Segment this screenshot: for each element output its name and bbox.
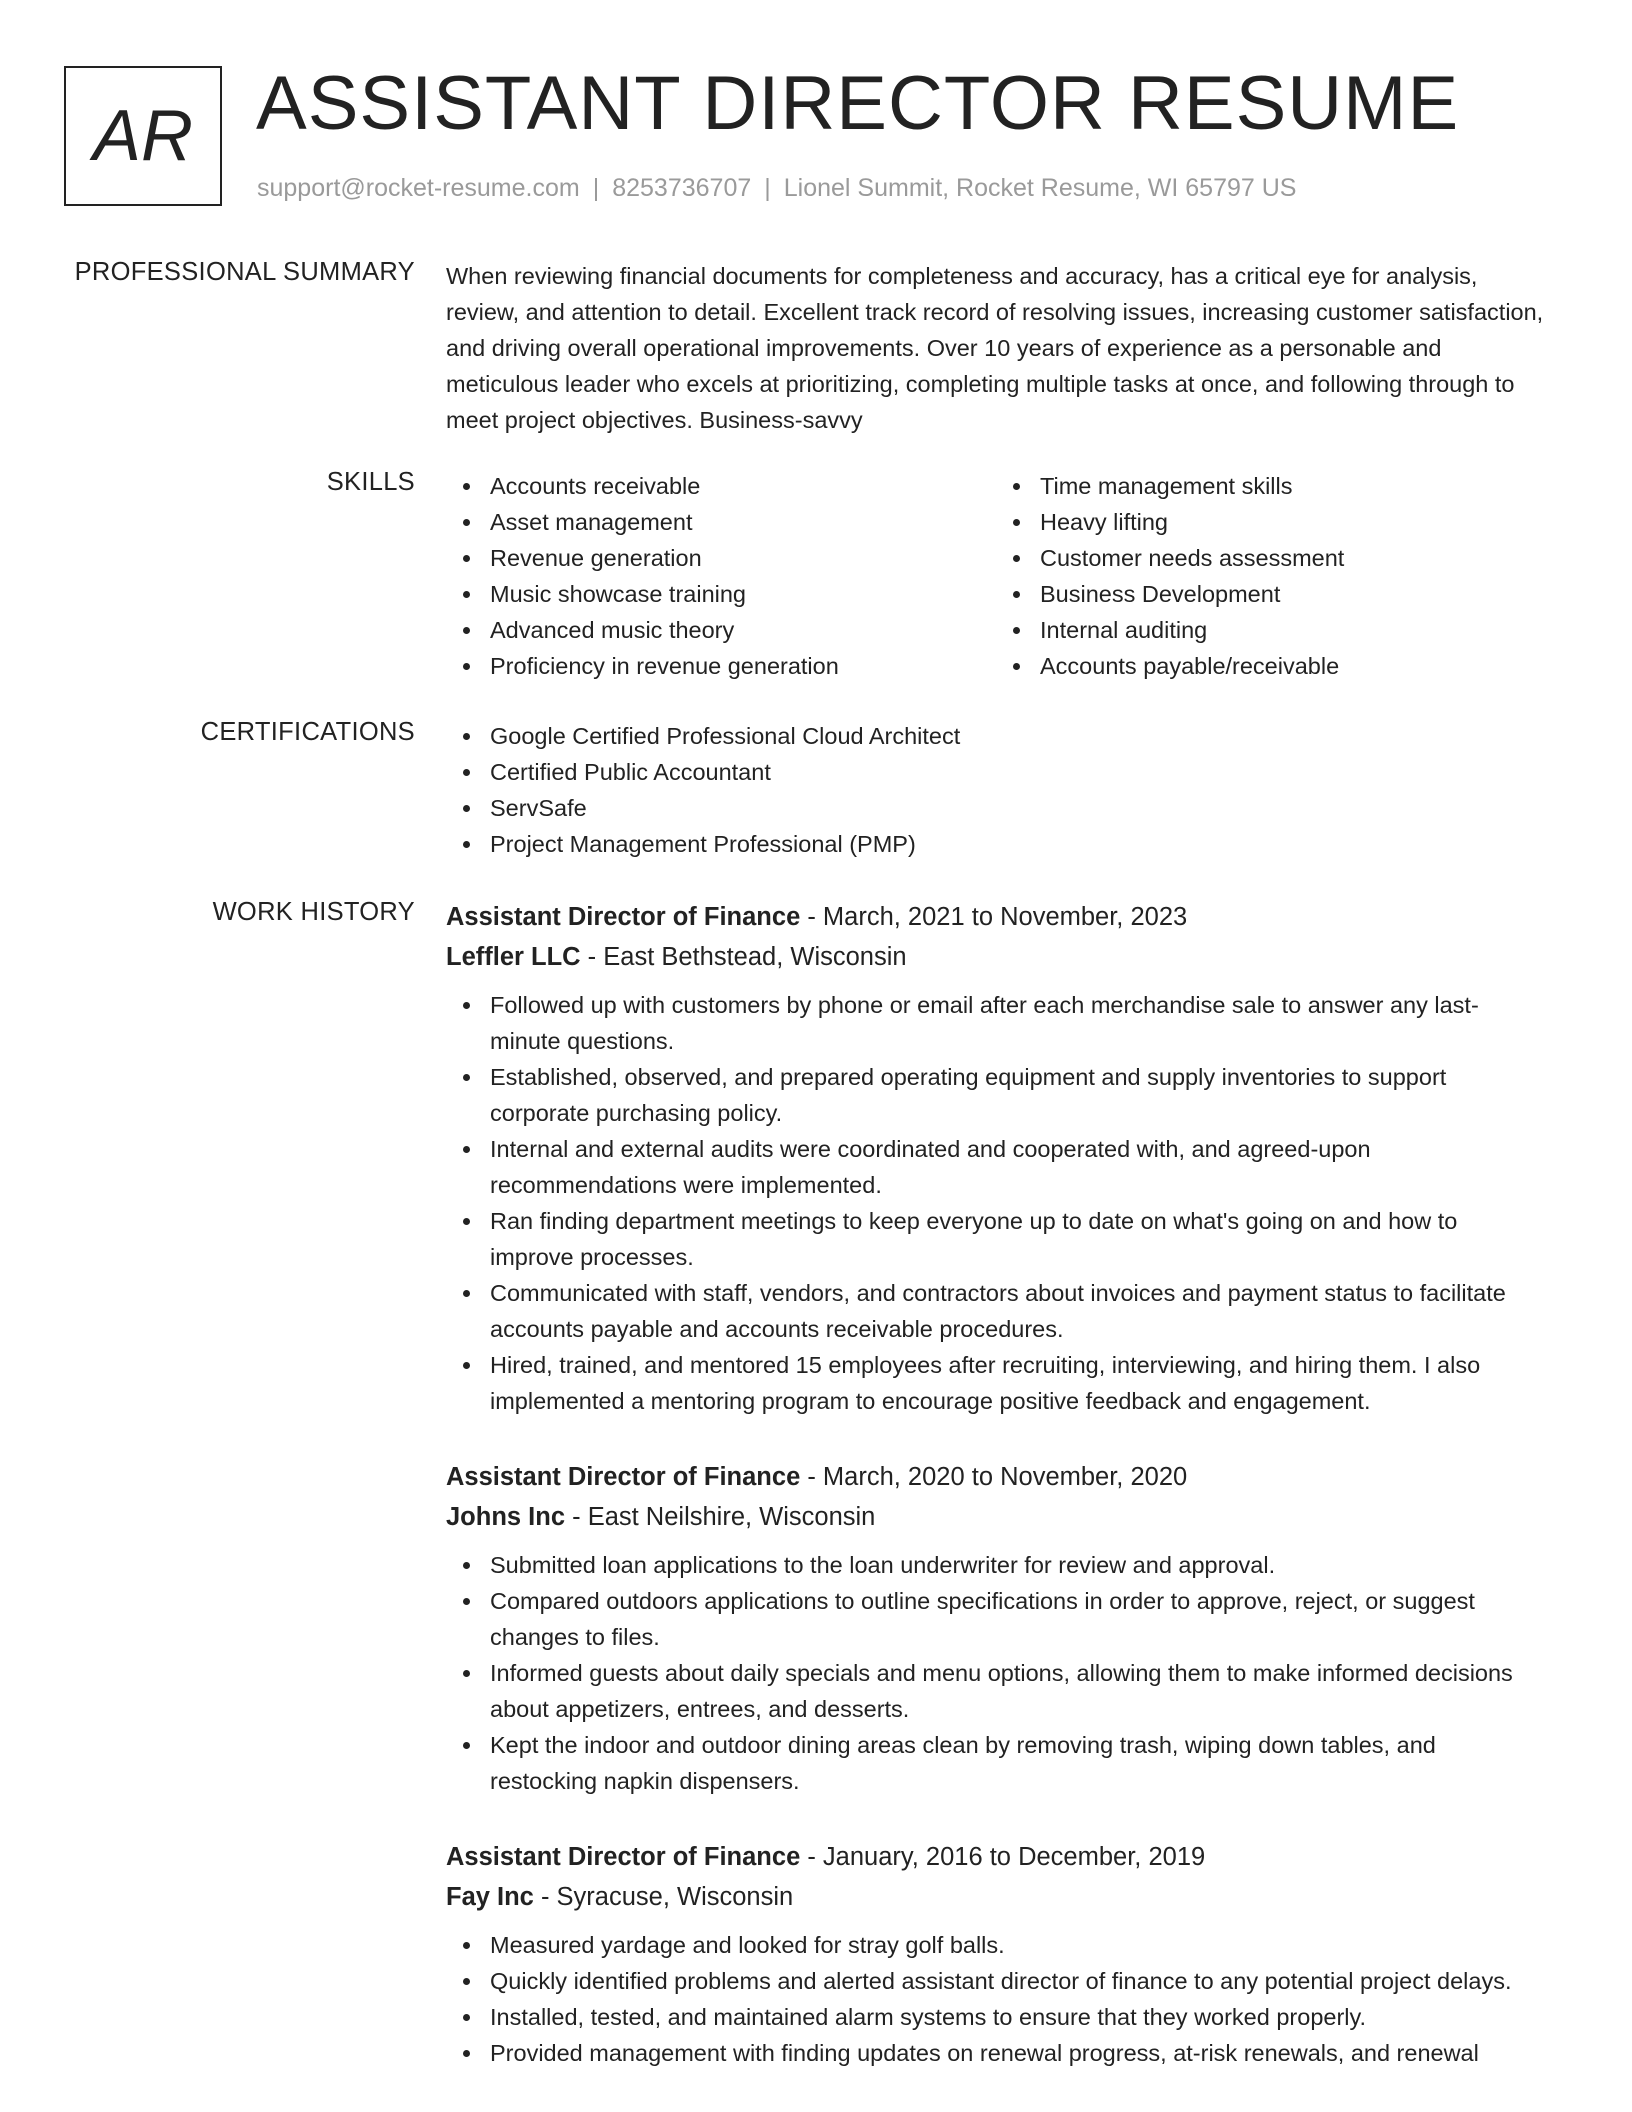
job-dates: - March, 2020 to November, 2020 — [800, 1463, 1188, 1491]
job-company-line — [446, 1497, 1546, 1537]
skill-item: Music showcase training — [446, 576, 996, 612]
contact-phone: 8253736707 — [612, 174, 752, 202]
job-title-line — [446, 1837, 1546, 1877]
job-entry — [446, 1457, 1546, 1799]
job-dates: - March, 2021 to November, 2023 — [800, 903, 1188, 931]
skill-item: Internal auditing — [996, 612, 1546, 648]
skills-left-list — [446, 468, 996, 684]
summary-label: PROFESSIONAL SUMMARY — [74, 258, 415, 286]
contact-address: Lionel Summit, Rocket Resume, WI 65797 US — [783, 174, 1297, 202]
certifications-body — [446, 718, 1546, 862]
job-bullet: Measured yardage and looked for stray golf balls. — [446, 1927, 1546, 1963]
skill-item: Time management skills — [996, 468, 1546, 504]
certification-item: Google Certified Professional Cloud Architect — [446, 718, 1546, 754]
monogram-box — [64, 66, 222, 206]
skills-label: SKILLS — [326, 468, 415, 496]
job-dates: - January, 2016 to December, 2019 — [800, 1843, 1206, 1871]
skills-body — [446, 468, 1546, 684]
job-company-line — [446, 1877, 1546, 1917]
certification-item: Certified Public Accountant — [446, 754, 1546, 790]
certifications-list — [446, 718, 1546, 862]
job-location: - Syracuse, Wisconsin — [533, 1883, 794, 1911]
job-title-line — [446, 1457, 1546, 1497]
job-bullet: Submitted loan applications to the loan underwriter for review and approval. — [446, 1547, 1546, 1583]
job-bullet: Provided management with finding updates on renewal progress, at-risk renewals, and renewal — [446, 2035, 1546, 2071]
job-location: - East Bethstead, Wisconsin — [580, 943, 907, 971]
skill-item: Revenue generation — [446, 540, 996, 576]
skill-item: Accounts receivable — [446, 468, 996, 504]
skill-item: Asset management — [446, 504, 996, 540]
job-location: - East Neilshire, Wisconsin — [565, 1503, 876, 1531]
summary-body — [446, 258, 1546, 438]
job-bullet: Quickly identified problems and alerted assistant director of finance to any potential project delays. — [446, 1963, 1546, 1999]
job-bullet: Followed up with customers by phone or email after each merchandise sale to answer any last-minute questions. — [446, 987, 1546, 1059]
job-title: Assistant Director of Finance — [446, 1843, 801, 1871]
contact-separator: | — [592, 174, 600, 202]
certifications-label: CERTIFICATIONS — [200, 718, 415, 746]
resume-title: ASSISTANT DIRECTOR RESUME — [256, 61, 1460, 146]
skill-item: Heavy lifting — [996, 504, 1546, 540]
skill-item: Proficiency in revenue generation — [446, 648, 996, 684]
job-bullet: Installed, tested, and maintained alarm systems to ensure that they worked properly. — [446, 1999, 1546, 2035]
contact-separator: | — [764, 174, 771, 202]
skill-item: Business Development — [996, 576, 1546, 612]
contact-line — [257, 174, 1296, 203]
job-title-line — [446, 897, 1546, 937]
monogram-initials: AR — [92, 96, 194, 176]
job-entry — [446, 897, 1546, 1419]
job-bullet: Hired, trained, and mentored 15 employees after recruiting, interviewing, and hiring them. I also implemented a mentoring program to encourage positive feedback and engagement. — [446, 1347, 1546, 1419]
job-bullet: Ran finding department meetings to keep everyone up to date on what's going on and how to improve processes. — [446, 1203, 1546, 1275]
job-bullet: Informed guests about daily specials and menu options, allowing them to make informed decisions about appetizers, entrees, and desserts. — [446, 1655, 1546, 1727]
summary-text: When reviewing financial documents for completeness and accuracy, has a critical eye for analysis, review, and attention to detail. Excellent track record of resolving issues, increasing customer satisfaction, and driving overall operational improvements. Over 10 years of experience as a personable and meticulous leader who excels at prioritizing, completing multiple tasks at once, and following through to meet project objectives. Business-savvy — [446, 263, 1544, 433]
job-company: Fay Inc — [446, 1883, 534, 1911]
job-title: Assistant Director of Finance — [446, 903, 801, 931]
job-bullets — [446, 1927, 1546, 2071]
job-company: Leffler LLC — [446, 943, 581, 971]
job-bullet: Communicated with staff, vendors, and contractors about invoices and payment status to facilitate accounts payable and accounts receivable procedures. — [446, 1275, 1546, 1347]
contact-email: support@rocket-resume.com — [257, 174, 580, 202]
job-bullet: Compared outdoors applications to outline specifications in order to approve, reject, or suggest changes to files. — [446, 1583, 1546, 1655]
certification-item: Project Management Professional (PMP) — [446, 826, 1546, 862]
job-bullets — [446, 987, 1546, 1419]
job-bullet: Kept the indoor and outdoor dining areas clean by removing trash, wiping down tables, and restocking napkin dispensers. — [446, 1727, 1546, 1799]
job-bullet: Established, observed, and prepared operating equipment and supply inventories to support corporate purchasing policy. — [446, 1059, 1546, 1131]
skills-right-list — [996, 468, 1546, 684]
certification-item: ServSafe — [446, 790, 1546, 826]
work-history-label: WORK HISTORY — [212, 898, 415, 926]
job-entry — [446, 1837, 1546, 2071]
job-company: Johns Inc — [446, 1503, 566, 1531]
skill-item: Accounts payable/receivable — [996, 648, 1546, 684]
skill-item: Advanced music theory — [446, 612, 996, 648]
job-company-line — [446, 937, 1546, 977]
job-bullets — [446, 1547, 1546, 1799]
skill-item: Customer needs assessment — [996, 540, 1546, 576]
job-title: Assistant Director of Finance — [446, 1463, 801, 1491]
job-bullet: Internal and external audits were coordinated and cooperated with, and agreed-upon recommendations were implemented. — [446, 1131, 1546, 1203]
